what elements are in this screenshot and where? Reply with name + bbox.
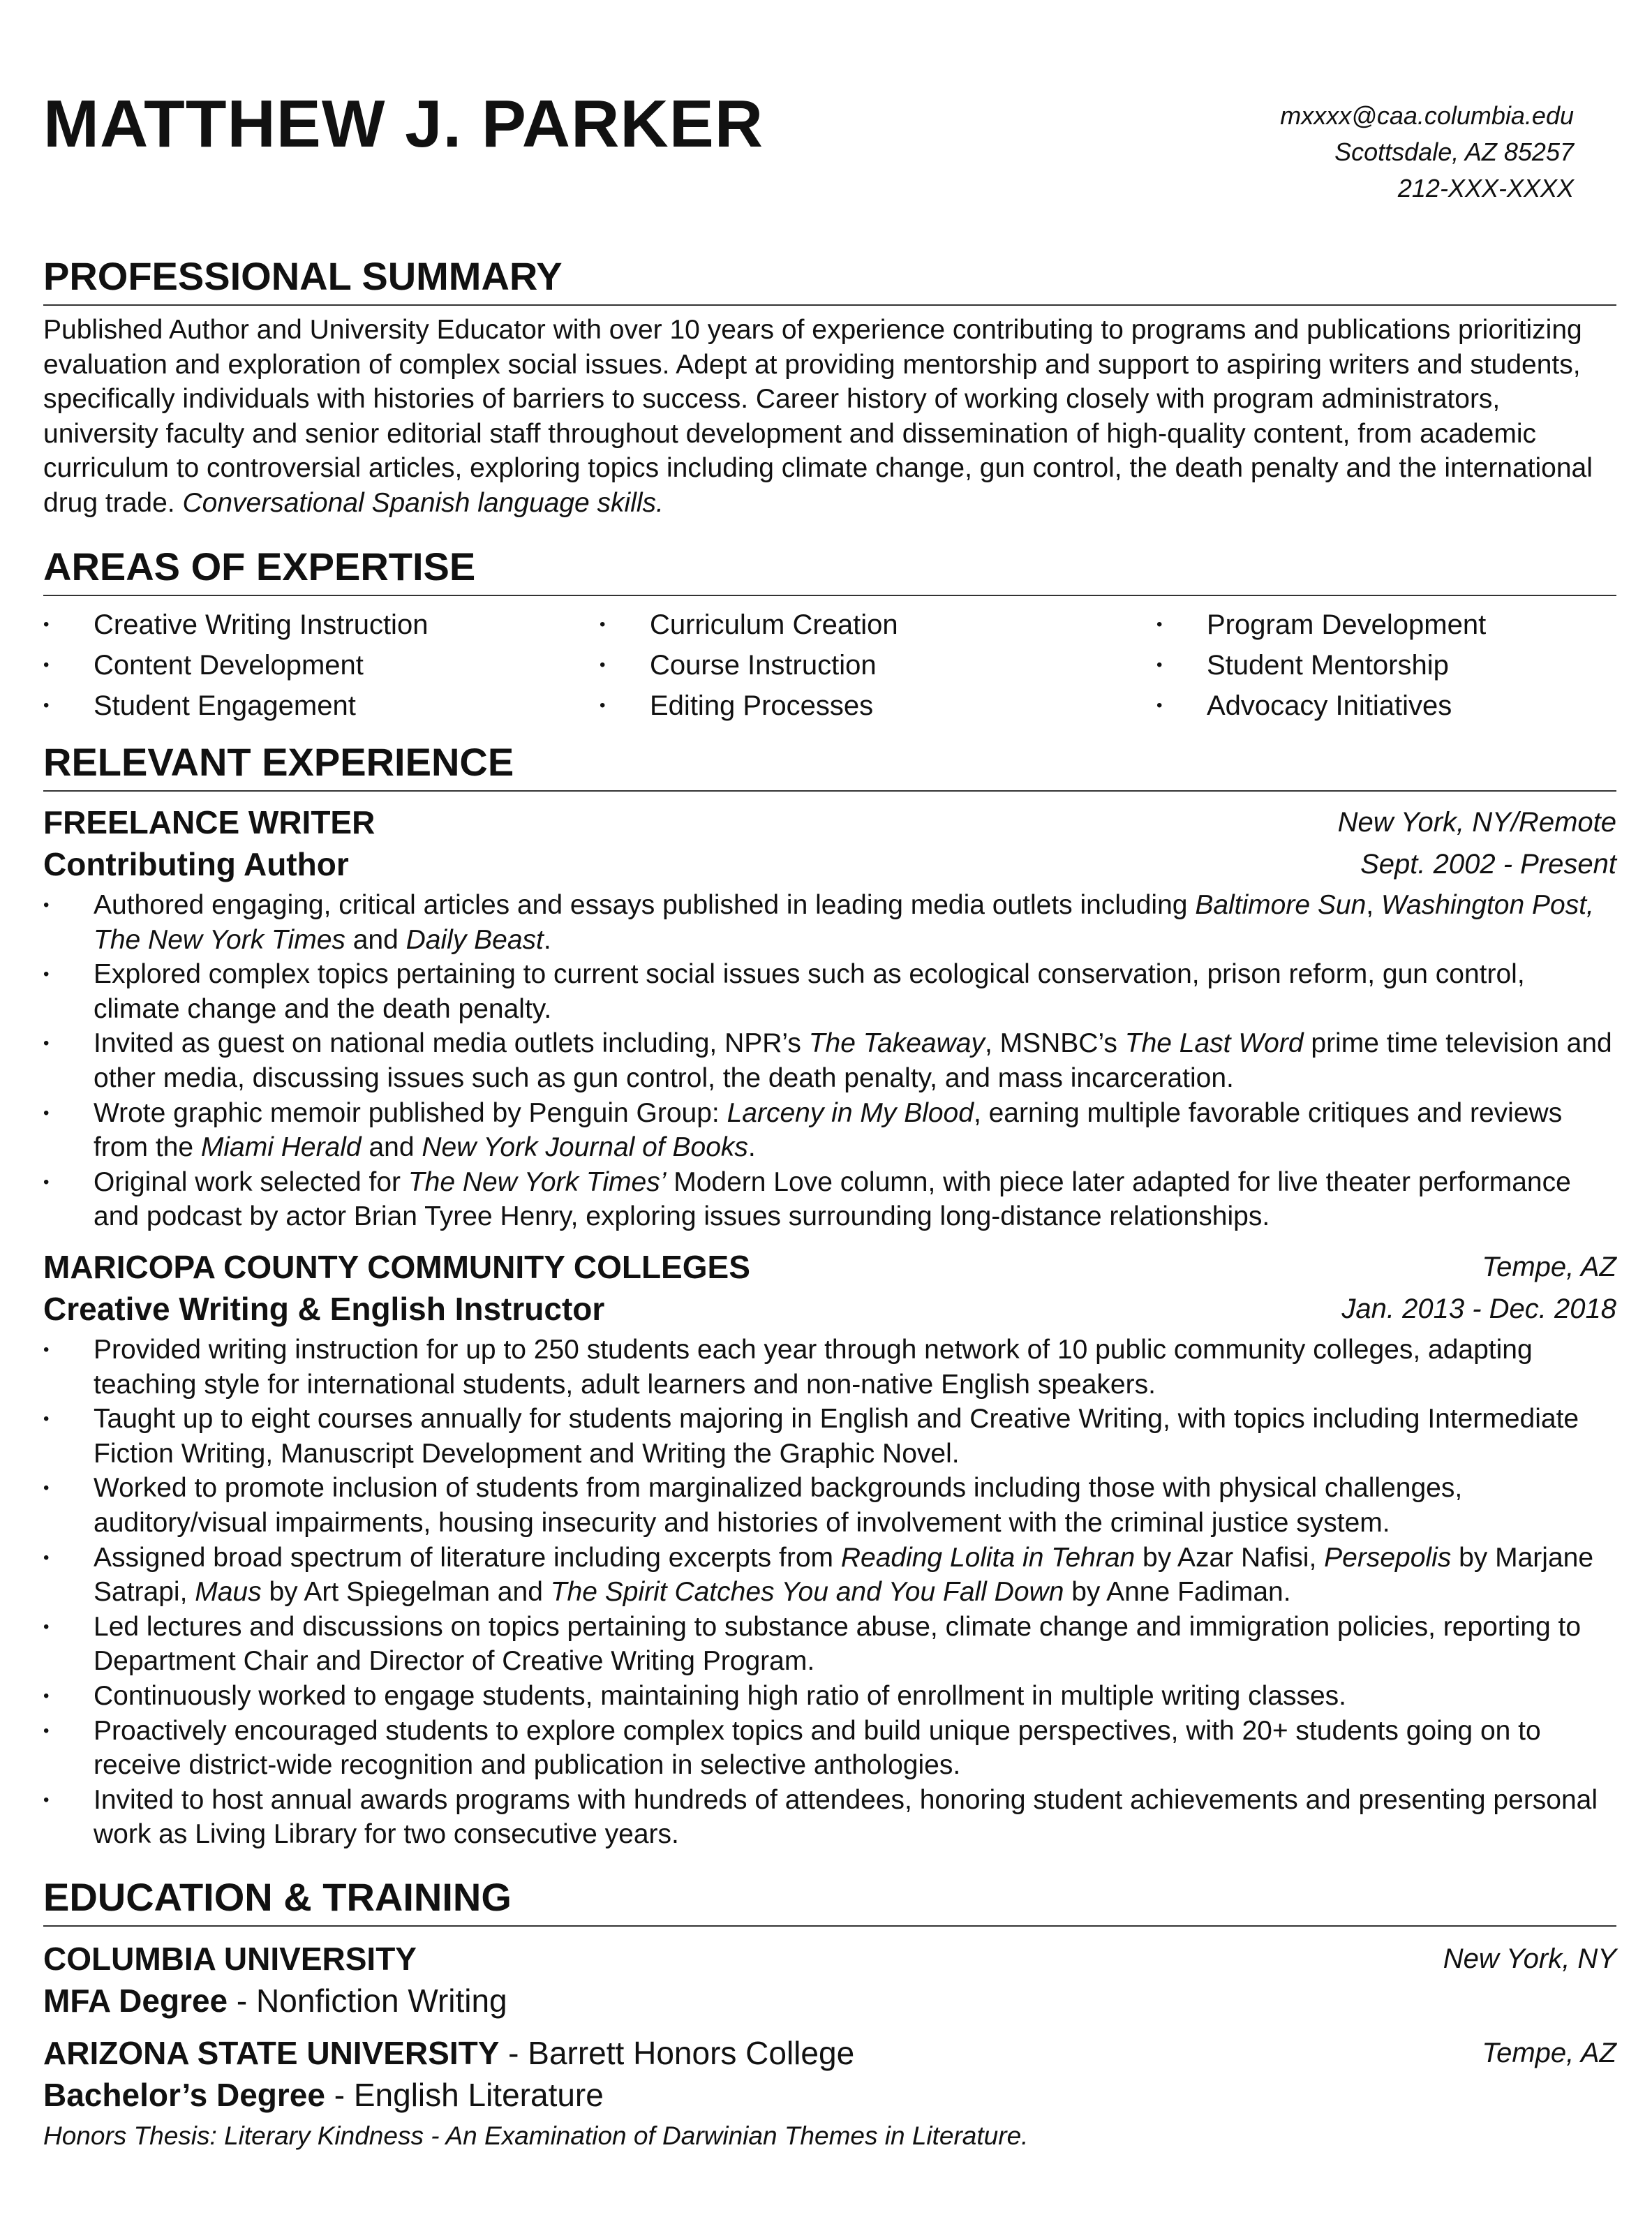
summary-text: Published Author and University Educator with over 10 years of experience contributing to programs and publications prioritizing evaluation and exploration of complex social issues. Adept at providing mentorship and support to aspiring writers and students, specifically individuals with histories of barriers to success. Career history of working closely with program administrators, university faculty and senior editorial staff throughout development and dissemination of high-quality content, from academic curriculum to controversial articles, exploring topics including climate change, gun control, the death penalty and the international drug trade. [43, 315, 1593, 518]
job-organization: FREELANCE WRITER [43, 804, 375, 840]
contact-email: mxxxx@caa.columbia.edu [1280, 101, 1574, 130]
resume-page: MATTHEW J. PARKER mxxxx@caa.columbia.edu Scottsdale, AZ 85257 212-XXX-XXXX PROFESSIONAL SUMMARY Published Author and University Educator with over 10 years of experience contributing to programs and publications prioritizing evaluation and exploration of complex social issues. Adept at providing mentorship and support to aspiring writers and students, specifically individuals with histories of barriers to success. Career history of working closely with program administrators, university faculty and senior editorial staff throughout development and dissemination of high-quality content, from academic curriculum to controversial articles, exploring topics including climate change, gun control, the death penalty and the international drug trade. Conversational Spanish language skills. AREAS OF EXPERTISE • Creative Writing Instruction • Content Development • Student Engagement • Curriculum Creation • Course Instruction • Editing Processes • Program Development • Student Mentorship • Advocacy Initiatives RELEVANT EXPERIENCE FREELANCE WRITER New York, NY/Remote Contributing Author Sept. 2002 - Present • Authored engaging, critical articles and essays published in leading media outlets including Baltimore Sun, Washington Post, The New York Times and Daily Beast. • Explored complex topics pertaining to current social issues such as ecological conservation, prison reform, gun control, climate change and the death penalty. • Invited as guest on national media outlets including, NPR’s The Takeaway, MSNBC’s The Last Word prime time television and other media, discussing issues such as gun control, the death penalty, and mass incarceration. • Wrote graphic memoir published by Penguin Group: Larceny in My Blood, earning multiple favorable critiques and reviews from the Miami Herald and New York Journal of Books. • Original work selected for The New York Times’ Modern Love column, with piece later adapted for live theater performance and podcast by actor Brian Tyree Henry, exploring issues surrounding long-distance relationships. MARICOPA COUNTY COMMUNITY COLLEGES Tempe, AZ Creative Writing & English Instructor Jan. 2013 - Dec. 2018 • Provided writing instruction for up to 250 students each year through network of 10 public community colleges, adapting teaching style for international students, adult learners and non-native English speakers. • Taught up to eight courses annually for students majoring in English and Creative Writing, with topics including Intermediate Fiction Writing, Manuscript Development and Writing the Graphic Novel. • Worked to promote inclusion of students from marginalized backgrounds including those with physical challenges, auditory/visual impairments, housing insecurity and histories of involvement with the criminal justice system. • Assigned broad spectrum of literature including excerpts from Reading Lolita in Tehran by Azar Nafisi, Persepolis by Marjane Satrapi, Maus by Art Spiegelman and The Spirit Catches You and You Fall Down by Anne Fadiman. • Led lectures and discussions on topics pertaining to substance abuse, climate change and immigration policies, reporting to Department Chair and Director of Creative Writing Program. • Continuously worked to engage students, maintaining high ratio of enrollment in multiple writing classes. • Proactively encouraged students to explore complex topics and build unique perspectives, with 20+ students going on to receive district-wide recognition and publication in selective anthologies. • Invited to host annual awards programs with hundreds of attendees, honoring student achievements and presenting personal work as Living Library for two consecutive years. EDUCATION & TRAINING COLUMBIA UNIVERSITY New York, NY MFA Degree - Nonfiction Writing ARIZONA STATE UNIVERSITY - Barrett Honors College Tempe, AZ Bachelor’s Degree - English Literature Honors Thesis: Literary Kindness - An Examination of Darwinian Themes in Literature. [0, 0, 1652, 2238]
contact-phone: 212-XXX-XXXX [1397, 174, 1574, 202]
degree-row [43, 2075, 1616, 2114]
bullet-item: • Authored engaging, critical articles and essays published in leading media outlets including Baltimore Sun, Washington Post, The New York Times and Daily Beast. [43, 888, 1616, 957]
job-header-row [43, 803, 1616, 842]
job-organization: MARICOPA COUNTY COMMUNITY COLLEGES [43, 1249, 750, 1285]
bullet-icon: • [43, 1721, 50, 1740]
bullet-item: • Continuously worked to engage students, maintaining high ratio of enrollment in multiple writing classes. [43, 1679, 1616, 1714]
job-title: Contributing Author [43, 846, 349, 882]
school-row [43, 1939, 1616, 1978]
bullet-icon: • [43, 615, 50, 634]
school-location: New York, NY [1443, 1943, 1616, 1974]
bullet-icon: • [43, 1103, 50, 1122]
bullet-icon: • [43, 1409, 50, 1429]
bullet-icon: • [43, 1686, 50, 1705]
contact-block [1280, 98, 1574, 207]
candidate-name: MATTHEW J. PARKER [43, 87, 764, 161]
school-name: COLUMBIA UNIVERSITY [43, 1941, 417, 1977]
summary-paragraph [43, 313, 1616, 521]
bullet-item: • Invited as guest on national media outlets including, NPR’s The Takeaway, MSNBC’s The Last Word prime time television and other media, discussing issues such as gun control, the death penalty, and mass incarceration. [43, 1026, 1616, 1095]
job-bullets [43, 1333, 1616, 1852]
section-heading-expertise: AREAS OF EXPERTISE [43, 547, 1616, 596]
job-dates: Sept. 2002 - Present [1360, 849, 1616, 880]
bullet-item: • Proactively encouraged students to explore complex topics and build unique perspectives, with 20+ students going on to receive district-wide recognition and publication in selective anthologies. [43, 1714, 1616, 1783]
job-location: Tempe, AZ [1482, 1252, 1616, 1282]
bullet-icon: • [43, 655, 50, 674]
bullet-icon: • [600, 615, 606, 634]
bullet-item: • Invited to host annual awards programs with hundreds of attendees, honoring student achievements and presenting personal work as Living Library for two consecutive years. [43, 1783, 1616, 1852]
bullet-icon: • [1156, 655, 1163, 674]
bullet-icon: • [600, 655, 606, 674]
bullet-icon: • [600, 696, 606, 715]
job-header-row [43, 1247, 1616, 1287]
bullet-icon: • [43, 1479, 50, 1498]
bullet-item: • Worked to promote inclusion of students from marginalized backgrounds including those with physical challenges, auditory/visual impairments, housing insecurity and histories of involvement with the criminal justice system. [43, 1471, 1616, 1540]
section-heading-summary: PROFESSIONAL SUMMARY [43, 257, 1616, 306]
bullet-icon: • [43, 1034, 50, 1053]
bullet-item: • Wrote graphic memoir published by Penguin Group: Larceny in My Blood, earning multiple favorable critiques and reviews from the Miami Herald and New York Journal of Books. [43, 1096, 1616, 1165]
bullet-item: • Explored complex topics pertaining to current social issues such as ecological conservation, prison reform, gun control, climate change and the death penalty. [43, 957, 1616, 1026]
section-heading-experience: RELEVANT EXPERIENCE [43, 743, 1616, 792]
job-title: Creative Writing & English Instructor [43, 1291, 605, 1327]
bullet-icon: • [43, 1548, 50, 1567]
section-heading-education: EDUCATION & TRAINING [43, 1878, 1616, 1927]
job-location: New York, NY/Remote [1337, 807, 1616, 838]
contact-location: Scottsdale, AZ 85257 [1334, 138, 1574, 166]
job-title-row [43, 1289, 1616, 1328]
bullet-item: • Taught up to eight courses annually for students majoring in English and Creative Writing, with topics including Intermediate Fiction Writing, Manuscript Development and Writing the Graphic Novel. [43, 1402, 1616, 1471]
school-name: ARIZONA STATE UNIVERSITY - Barrett Honors College [43, 2035, 855, 2071]
degree-row [43, 1981, 1616, 2020]
bullet-item: • Original work selected for The New York Times’ Modern Love column, with piece later adapted for live theater performance and podcast by actor Brian Tyree Henry, exploring issues surrounding long-distance relationships. [43, 1165, 1616, 1234]
job-bullets [43, 888, 1616, 1234]
school-row [43, 2033, 1616, 2073]
bullet-icon: • [43, 896, 50, 914]
job-dates: Jan. 2013 - Dec. 2018 [1341, 1294, 1616, 1324]
bullet-icon: • [1156, 696, 1163, 715]
bullet-icon: • [43, 696, 50, 715]
bullet-icon: • [43, 1340, 50, 1359]
degree: Bachelor’s Degree - English Literature [43, 2077, 604, 2113]
bullet-icon: • [43, 1617, 50, 1636]
summary-italic-text: Conversational Spanish language skills. [182, 487, 664, 518]
bullet-icon: • [43, 965, 50, 984]
school-location: Tempe, AZ [1482, 2038, 1616, 2068]
bullet-icon: • [43, 1172, 50, 1192]
honors-thesis: Honors Thesis: Literary Kindness - An Examination of Darwinian Themes in Literature. [43, 2121, 1029, 2150]
degree: MFA Degree - Nonfiction Writing [43, 1983, 507, 2019]
bullet-item: • Led lectures and discussions on topics pertaining to substance abuse, climate change and immigration policies, reporting to Department Chair and Director of Creative Writing Program. [43, 1610, 1616, 1679]
bullet-item: • Provided writing instruction for up to 250 students each year through network of 10 public community colleges, adapting teaching style for international students, adult learners and non-native English speakers. [43, 1333, 1616, 1402]
bullet-item: • Assigned broad spectrum of literature including excerpts from Reading Lolita in Tehran by Azar Nafisi, Persepolis by Marjane Satrapi, Maus by Art Spiegelman and The Spirit Catches You and You Fall Down by Anne Fadiman. [43, 1541, 1616, 1610]
bullet-icon: • [43, 1790, 50, 1809]
bullet-icon: • [1156, 615, 1163, 634]
job-title-row [43, 845, 1616, 884]
